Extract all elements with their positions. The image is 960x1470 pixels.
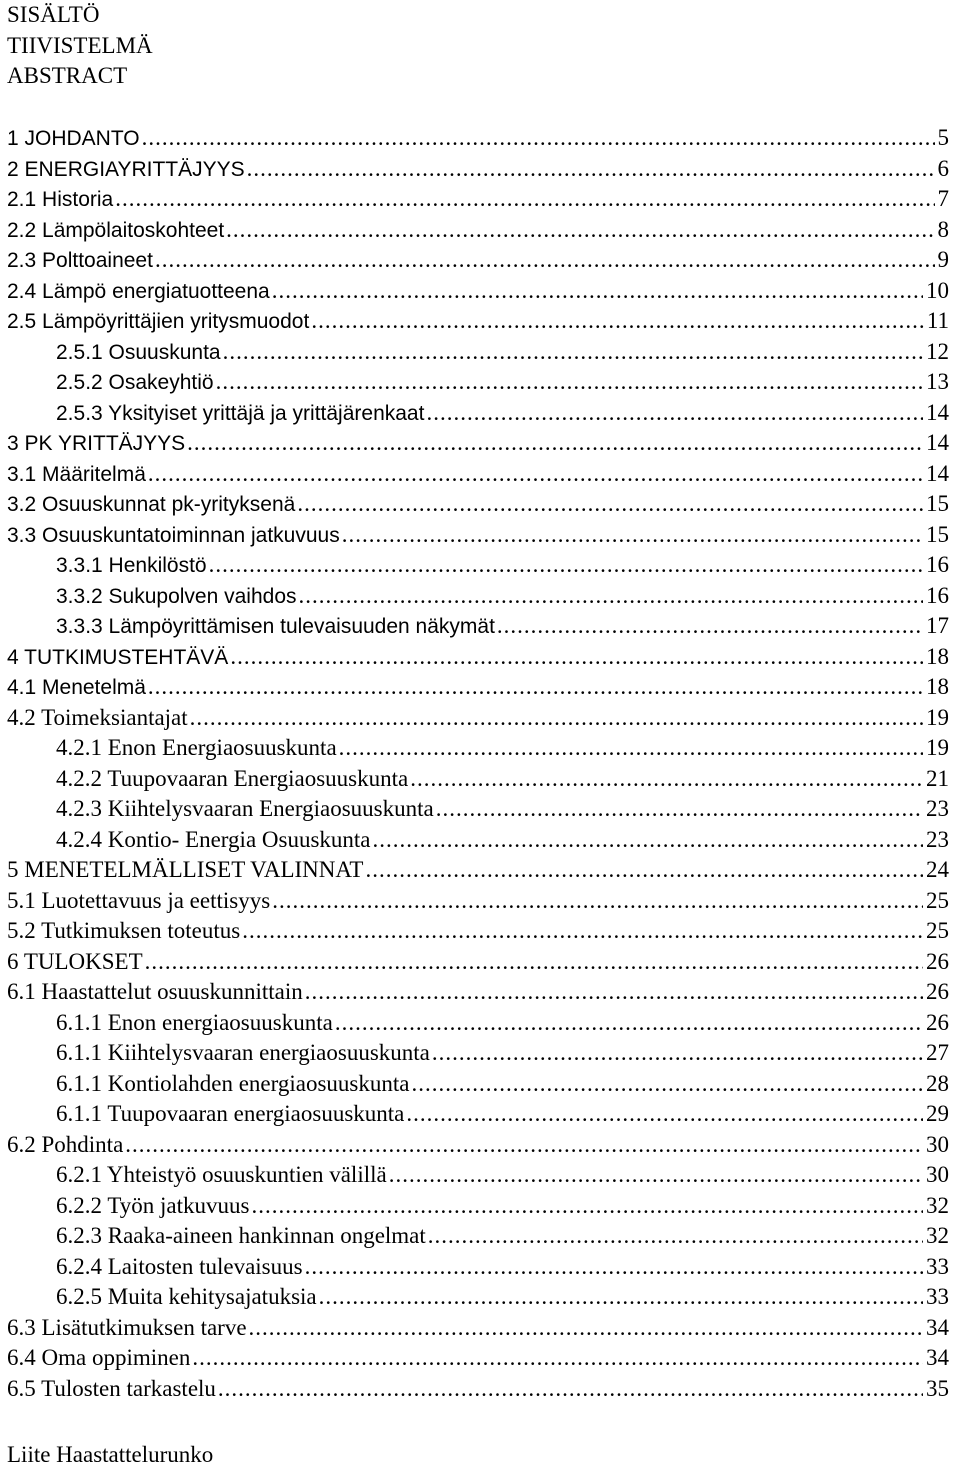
- toc-entry-page-number: 13: [926, 369, 949, 394]
- toc-entry: [7, 123, 949, 154]
- toc-dot-leader: [411, 1069, 923, 1100]
- toc-entry-page-number: 9: [937, 247, 949, 272]
- toc-entry-page-number: 29: [926, 1101, 949, 1126]
- toc-entry-page-number: 26: [926, 1009, 949, 1035]
- toc-entry: [7, 184, 949, 215]
- toc-entry-title: 1 JOHDANTO: [7, 127, 140, 150]
- toc-entry-page-number: 33: [926, 1284, 949, 1309]
- toc-entry: [7, 703, 949, 734]
- toc-dot-leader: [272, 276, 923, 307]
- toc-entry-title: 6.1.1 Kiihtelysvaaran energiaosuuskunta: [56, 1040, 430, 1065]
- toc-entry: [7, 855, 949, 886]
- toc-dot-leader: [272, 886, 923, 917]
- toc-dot-leader: [497, 611, 923, 642]
- front-matter-heading-contents: SISÄLTÖ: [7, 2, 100, 27]
- toc-entry-title: 6.3 Lisätutkimuksen tarve: [7, 1314, 247, 1340]
- toc-entry-title: 6.1.1 Tuupovaaran energiaosuuskunta: [56, 1101, 405, 1126]
- toc-entry: [7, 1221, 949, 1252]
- toc-entry: [7, 1252, 949, 1283]
- toc-entry: [7, 550, 949, 581]
- toc-entry-page-number: 26: [926, 948, 949, 974]
- toc-entry: [7, 1282, 949, 1313]
- toc-dot-leader: [125, 1130, 923, 1161]
- toc-entry-title: 6.2.2 Työn jatkuvuus: [56, 1192, 250, 1218]
- toc-entry-page-number: 23: [926, 796, 949, 821]
- toc-entry-title: 6.1.1 Enon energiaosuuskunta: [56, 1009, 333, 1035]
- toc-entry-title: 2.5.3 Yksityiset yrittäjä ja yrittäjärenkaat: [56, 401, 425, 425]
- toc-entry: [7, 794, 949, 825]
- toc-dot-leader: [410, 764, 923, 795]
- toc-entry-title: 2.5.1 Osuuskunta: [56, 340, 221, 364]
- toc-entry-page-number: 34: [926, 1314, 949, 1340]
- toc-entry: [7, 154, 949, 185]
- toc-entry-page-number: 11: [926, 308, 949, 333]
- toc-entry-page-number: 30: [926, 1131, 949, 1157]
- toc-dot-leader: [209, 550, 923, 581]
- toc-entry-title: 6.1 Haastattelut osuuskunnittain: [7, 979, 303, 1004]
- toc-dot-leader: [230, 642, 923, 673]
- toc-entry-title: 2.4 Lämpö energiatuotteena: [7, 279, 270, 303]
- toc-entry: [7, 977, 949, 1008]
- toc-entry-title: 2.5.2 Osakeyhtiö: [56, 371, 214, 394]
- toc-entry-title: 6.2.4 Laitosten tulevaisuus: [56, 1253, 303, 1279]
- toc-dot-leader: [311, 306, 924, 337]
- toc-dot-leader: [148, 459, 923, 490]
- toc-entry: [7, 459, 949, 490]
- toc-dot-leader: [297, 489, 923, 520]
- toc-dot-leader: [389, 1160, 923, 1191]
- toc-entry-page-number: 18: [926, 674, 949, 699]
- toc-entry-title: 4.2.2 Tuupovaaran Energiaosuuskunta: [56, 765, 409, 791]
- toc-entry-page-number: 23: [926, 826, 949, 852]
- toc-dot-leader: [335, 1008, 923, 1039]
- toc-dot-leader: [319, 1282, 923, 1313]
- toc-dot-leader: [373, 825, 923, 856]
- toc-entry-page-number: 19: [926, 735, 949, 760]
- toc-entry-title: 2.5 Lämpöyrittäjien yritysmuodot: [7, 310, 310, 333]
- toc-entry-title: 6 TULOKSET: [7, 948, 143, 974]
- toc-dot-leader: [216, 367, 923, 398]
- toc-dot-leader: [115, 184, 934, 215]
- toc-dot-leader: [145, 947, 923, 978]
- toc-entry-page-number: 14: [926, 430, 949, 455]
- toc-entry-page-number: 19: [926, 704, 949, 730]
- toc-entry-page-number: 30: [926, 1162, 949, 1187]
- toc-entry-page-number: 35: [926, 1375, 949, 1401]
- toc-entry-page-number: 27: [926, 1040, 949, 1065]
- toc-entry-page-number: 32: [926, 1192, 949, 1218]
- toc-entry-title: 5.2 Tutkimuksen toteutus: [7, 918, 241, 943]
- toc-dot-leader: [155, 245, 935, 276]
- toc-entry: [7, 367, 949, 398]
- toc-entry-title: 3.3 Osuuskuntatoiminnan jatkuvuus: [7, 523, 340, 547]
- toc-entry: [7, 1008, 949, 1039]
- toc-entry-title: 4.2 Toimeksiantajat: [7, 704, 188, 730]
- toc-entry-title: 3.3.2 Sukupolven vaihdos: [56, 584, 297, 608]
- toc-entry-page-number: 7: [937, 186, 949, 211]
- toc-entry-page-number: 10: [926, 277, 949, 303]
- toc-dot-leader: [299, 581, 923, 612]
- toc-entry-page-number: 15: [926, 491, 949, 516]
- toc-dot-leader: [305, 1252, 923, 1283]
- toc-entry: [7, 581, 949, 612]
- toc-entry-title: 4.2.1 Enon Energiaosuuskunta: [56, 735, 337, 760]
- toc-entry-page-number: 33: [926, 1253, 949, 1279]
- toc-entry-page-number: 18: [926, 643, 949, 669]
- toc-entry-title: 4.2.3 Kiihtelysvaaran Energiaosuuskunta: [56, 796, 434, 821]
- toc-entry: [7, 672, 949, 703]
- toc-entry: [7, 1160, 949, 1191]
- toc-entry-title: 6.2.1 Yhteistyö osuuskuntien välillä: [56, 1162, 387, 1187]
- toc-entry-page-number: 28: [926, 1070, 949, 1096]
- toc-dot-leader: [148, 672, 923, 703]
- toc-entry: [7, 611, 949, 642]
- toc-dot-leader: [428, 1221, 923, 1252]
- toc-entry-title: 6.5 Tulosten tarkastelu: [7, 1375, 216, 1401]
- toc-dot-leader: [406, 1099, 923, 1130]
- toc-dot-leader: [305, 977, 923, 1008]
- toc-entry: [7, 1069, 949, 1100]
- toc-entry: [7, 1130, 949, 1161]
- toc-entry: [7, 520, 949, 551]
- toc-entry-title: 6.4 Oma oppiminen: [7, 1345, 191, 1370]
- toc-entry-page-number: 14: [926, 460, 949, 486]
- toc-entry-page-number: 16: [926, 582, 949, 608]
- toc-entry-title: 3.3.1 Henkilöstö: [56, 554, 207, 577]
- toc-entry: [7, 764, 949, 795]
- toc-entry: [7, 398, 949, 429]
- toc-entry-title: 5.1 Luotettavuus ja eettisyys: [7, 887, 271, 913]
- toc-entry-page-number: 32: [926, 1223, 949, 1248]
- toc-dot-leader: [436, 794, 923, 825]
- toc-entry: [7, 1343, 949, 1374]
- toc-entry: [7, 276, 949, 307]
- toc-entry-page-number: 34: [926, 1345, 949, 1370]
- toc-entry: [7, 1374, 949, 1405]
- toc-entry-page-number: 12: [926, 338, 949, 364]
- toc-entry-page-number: 25: [926, 918, 949, 943]
- toc-entry-page-number: 25: [926, 887, 949, 913]
- toc-dot-leader: [142, 123, 935, 154]
- toc-entry-title: 2.3 Polttoaineet: [7, 249, 153, 272]
- toc-entry-title: 3.1 Määritelmä: [7, 462, 146, 486]
- toc-dot-leader: [339, 733, 923, 764]
- toc-entry-page-number: 24: [926, 857, 949, 882]
- toc-entry: [7, 1099, 949, 1130]
- toc-entry-page-number: 6: [937, 155, 949, 181]
- toc-entry-title: 4.2.4 Kontio- Energia Osuuskunta: [56, 826, 371, 852]
- toc-dot-leader: [365, 855, 923, 886]
- toc-entry: [7, 489, 949, 520]
- toc-entry-title: 2.1 Historia: [7, 188, 114, 211]
- toc-entry-title: 6.2.3 Raaka-aineen hankinnan ongelmat: [56, 1223, 426, 1248]
- toc-dot-leader: [251, 1191, 923, 1222]
- toc-entry-title: 4 TUTKIMUSTEHTÄVÄ: [7, 645, 229, 669]
- toc-entry-title: 4.1 Menetelmä: [7, 676, 146, 699]
- toc-entry: [7, 337, 949, 368]
- toc-entry-title: 6.1.1 Kontiolahden energiaosuuskunta: [56, 1070, 410, 1096]
- toc-dot-leader: [218, 1374, 923, 1405]
- toc-entry: [7, 886, 949, 917]
- toc-dot-leader: [223, 337, 923, 368]
- toc-entry-title: 6.2 Pohdinta: [7, 1131, 124, 1157]
- toc-dot-leader: [226, 215, 934, 246]
- toc-entry-title: 2 ENERGIAYRITTÄJYYS: [7, 157, 245, 181]
- toc-entry: [7, 1191, 949, 1222]
- toc-entry-title: 6.2.5 Muita kehitysajatuksia: [56, 1284, 317, 1309]
- toc-dot-leader: [192, 1343, 923, 1374]
- toc-entry-title: 3.2 Osuuskunnat pk-yrityksenä: [7, 493, 296, 516]
- toc-entry-page-number: 14: [926, 399, 949, 425]
- toc-dot-leader: [190, 703, 923, 734]
- toc-entry-title: 2.2 Lämpölaitoskohteet: [7, 218, 225, 242]
- toc-entry: [7, 825, 949, 856]
- toc-entry: [7, 642, 949, 673]
- toc-entry: [7, 306, 949, 337]
- toc-entry: [7, 916, 949, 947]
- toc-entry-title: 5 MENETELMÄLLISET VALINNAT: [7, 857, 364, 882]
- toc-dot-leader: [426, 398, 923, 429]
- toc-entry-page-number: 26: [926, 979, 949, 1004]
- toc-entry-title: 3 PK YRITTÄJYYS: [7, 432, 186, 455]
- toc-entry-page-number: 16: [926, 552, 949, 577]
- toc-entry: [7, 1313, 949, 1344]
- toc-entry: [7, 245, 949, 276]
- toc-dot-leader: [247, 154, 935, 185]
- toc-entry-page-number: 8: [937, 216, 949, 242]
- toc-entry: [7, 215, 949, 246]
- appendix-line: Liite Haastattelurunko: [7, 1442, 214, 1467]
- toc-entry-page-number: 5: [937, 125, 949, 150]
- toc-entry: [7, 1038, 949, 1069]
- table-of-contents: [7, 123, 949, 1404]
- toc-entry-title: 3.3.3 Lämpöyrittämisen tulevaisuuden näkymät: [56, 615, 495, 638]
- toc-dot-leader: [342, 520, 923, 551]
- toc-entry: [7, 428, 949, 459]
- toc-dot-leader: [432, 1038, 923, 1069]
- toc-dot-leader: [187, 428, 923, 459]
- front-matter: [7, 0, 407, 92]
- toc-entry-page-number: 17: [926, 613, 949, 638]
- toc-dot-leader: [249, 1313, 923, 1344]
- toc-dot-leader: [242, 916, 923, 947]
- toc-entry: [7, 947, 949, 978]
- front-matter-heading-abstract-en: ABSTRACT: [7, 63, 128, 88]
- toc-entry: [7, 733, 949, 764]
- toc-entry-page-number: 15: [926, 521, 949, 547]
- front-matter-heading-abstract-fi: TIIVISTELMÄ: [7, 32, 153, 58]
- toc-entry-page-number: 21: [926, 765, 949, 791]
